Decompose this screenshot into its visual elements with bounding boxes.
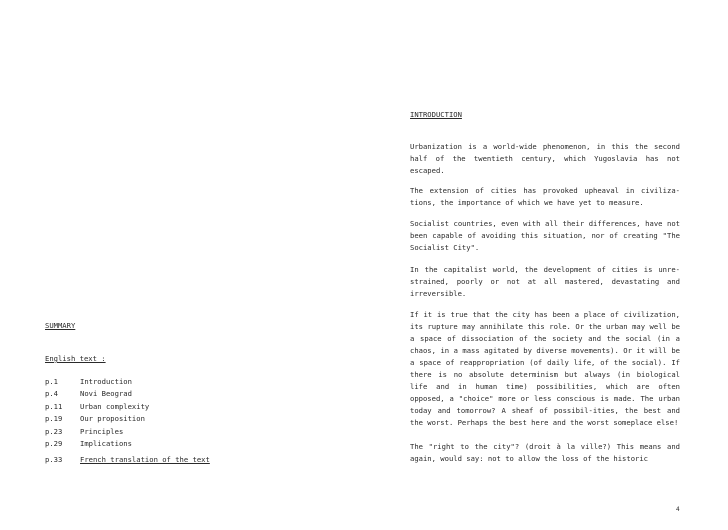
english-text-heading: English text : (45, 354, 106, 363)
toc-label: Urban complexity (80, 401, 150, 411)
intro-paragraph-1: Urbanization is a world-wide phenomenon, in this the second half of the twentieth century, which Yugoslavia has not escaped. (410, 142, 680, 175)
toc-item (45, 426, 149, 438)
intro-paragraph-3: Socialist countries, even with all their differences, have not been capable of avoiding this situation, nor of creating "The Socialist City". (410, 219, 680, 252)
toc-page: p.29 (45, 438, 63, 448)
introduction-title: INTRODUCTION (410, 110, 462, 119)
toc-item (45, 438, 149, 450)
toc-page: p.11 (45, 401, 63, 411)
toc-label: Novi Beograd (80, 389, 132, 399)
toc-page: p.19 (45, 414, 63, 424)
table-of-contents (45, 376, 210, 464)
intro-paragraph-2: The extension of cities has provoked upheaval in civiliza-tions, the importance of which we have yet to measure. (410, 186, 680, 207)
toc-item (45, 401, 149, 413)
toc-label-french: French translation of the text (80, 455, 210, 464)
toc-item-french (45, 454, 210, 466)
toc-page: p.1 (45, 377, 58, 386)
toc-label: Principles (80, 426, 124, 436)
toc-item (45, 388, 149, 400)
toc-item (45, 376, 149, 388)
toc-item (45, 413, 149, 425)
toc-label: Introduction (80, 377, 132, 386)
toc-page: p.23 (45, 426, 63, 436)
toc-label: Implications (80, 438, 132, 448)
intro-paragraph-5: If it is true that the city has been a place of civilization, its rupture may annihilate this role. Or the urban may well be a space of dissociation of the society and the social (in a chaos, in a mass agitated by diverse movements). Or it will be a space of reappropriation (of daily life, of the social). If there is no absolute determinism but always (in biological life and in human time) possibilities, which are often opposed, a "choice" more or less conscious is made. The urban today and tomorrow? A sheaf of possibil-ities, the best and the worst. Perhaps the best here and the worst someplace else! (410, 310, 680, 427)
summary-title: SUMMARY (45, 321, 76, 330)
toc-page: p.4 (45, 389, 58, 399)
intro-paragraph-6: The "right to the city"? (droit à la ville?) This means and again, would say: not to allow the loss of the historic (410, 442, 680, 463)
toc-label: Our proposition (80, 414, 145, 424)
intro-paragraph-4: In the capitalist world, the development of cities is unre-strained, poorly or not at all mastered, devastating and irreversible. (410, 265, 680, 298)
toc-page: p.33 (45, 455, 63, 464)
page-number: 4 (676, 506, 680, 513)
